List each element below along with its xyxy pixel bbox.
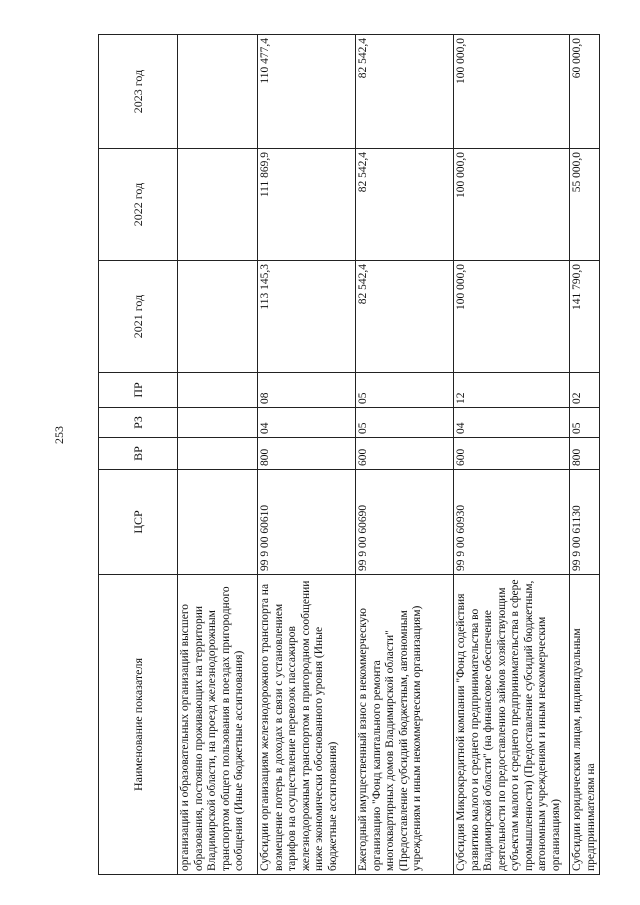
row-2021: 113 145,3 [258, 261, 356, 373]
row-vr: 800 [258, 438, 356, 470]
row-vr: 600 [356, 438, 454, 470]
row-name: Субсидия Микрокредитной компании "Фонд содействия развитию малого и среднего предпринимательства во Владимирской области" (на финансовое обеспечение деятельности по предоставлению займов хозяйствующим субъектам малого и среднего предпринимательства в сфере промышленности) (Предоставление субсидий бюджетным, автономным учреждениям и иным некоммерческим организациям) [454, 575, 570, 875]
row-csr [178, 470, 258, 575]
table-row [258, 35, 356, 875]
row-2021: 141 790,0 [570, 261, 600, 373]
header-pr: ПР [99, 373, 178, 408]
row-2021 [178, 261, 258, 373]
row-2022: 82 542,4 [356, 149, 454, 261]
budget-table [98, 34, 600, 875]
row-name: Ежегодный имущественный взнос в некоммерческую организацию "Фонд капитального ремонта многоквартирных домов Владимирской области" (Предоставление субсидий бюджетным, автономным учреждениям и иным некоммерческим организациям) [356, 575, 454, 875]
row-2021: 100 000,0 [454, 261, 570, 373]
table-row [178, 35, 258, 875]
row-csr: 99 9 00 60930 [454, 470, 570, 575]
header-csr: ЦСР [99, 470, 178, 575]
row-name: Субсидии организациям железнодорожного транспорта на возмещение потерь в доходах в связи с установлением тарифов на осуществление перевозок пассажиров железнодорожным транспортом в пригородном сообщении ниже экономически обоснованного уровня (Иные бюджетные ассигнования) [258, 575, 356, 875]
row-2022: 100 000,0 [454, 149, 570, 261]
row-rz: 05 [570, 408, 600, 438]
row-pr: 08 [258, 373, 356, 408]
page-number: 253 [52, 426, 66, 444]
row-csr: 99 9 00 61130 [570, 470, 600, 575]
header-2023: 2023 год [99, 35, 178, 149]
header-2022: 2022 год [99, 149, 178, 261]
row-pr: 12 [454, 373, 570, 408]
table-row [454, 35, 570, 875]
row-rz: 04 [258, 408, 356, 438]
row-2023 [178, 35, 258, 149]
row-pr: 02 [570, 373, 600, 408]
header-row [99, 35, 178, 875]
row-2023: 110 477,4 [258, 35, 356, 149]
row-2022: 111 869,9 [258, 149, 356, 261]
row-vr: 800 [570, 438, 600, 470]
header-2021: 2021 год [99, 261, 178, 373]
row-2023: 60 000,0 [570, 35, 600, 149]
header-vr: ВР [99, 438, 178, 470]
row-rz [178, 408, 258, 438]
table-row [570, 35, 600, 875]
row-2021: 82 542,4 [356, 261, 454, 373]
row-2023: 82 542,4 [356, 35, 454, 149]
row-name: организаций и образовательных организаций высшего образования, постоянно проживающих на территории Владимирской области, на проезд железнодорожным транспортом общего пользования в поездах пригородного сообщения (Иные бюджетные ассигнования) [178, 575, 258, 875]
row-csr: 99 9 00 60690 [356, 470, 454, 575]
row-2023: 100 000,0 [454, 35, 570, 149]
header-name: Наименование показателя [99, 575, 178, 875]
row-rz: 05 [356, 408, 454, 438]
row-csr: 99 9 00 60610 [258, 470, 356, 575]
row-pr: 05 [356, 373, 454, 408]
header-rz: РЗ [99, 408, 178, 438]
row-2022 [178, 149, 258, 261]
row-rz: 04 [454, 408, 570, 438]
row-pr [178, 373, 258, 408]
rotated-table-container [98, 35, 597, 875]
row-name: Субсидии юридическим лицам, индивидуальным предпринимателям на [570, 575, 600, 875]
table-row [356, 35, 454, 875]
row-vr [178, 438, 258, 470]
row-vr: 600 [454, 438, 570, 470]
row-2022: 55 000,0 [570, 149, 600, 261]
